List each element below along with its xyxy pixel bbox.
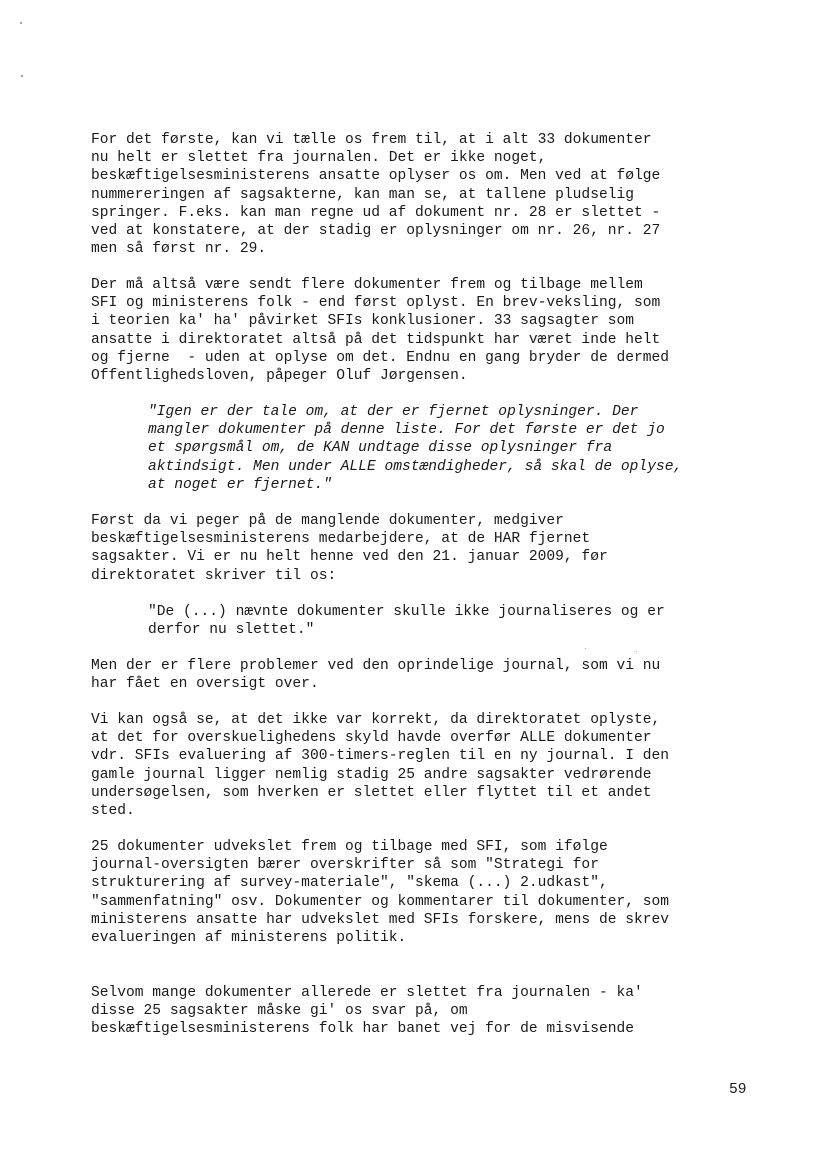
- block-quote-italic: [148, 403, 748, 494]
- text-line: Først da vi peger på de manglende dokumenter, medgiver: [91, 513, 564, 529]
- text-line: evalueringen af ministerens politik.: [91, 930, 407, 947]
- text-line: i teorien ka' ha' påvirket SFIs konklusioner. 33 sagsagter som: [91, 313, 634, 330]
- text-line: Vi kan også se, at det ikke var korrekt, da direktoratet oplyste,: [91, 712, 661, 728]
- text-line: Men der er flere problemer ved den oprindelige journal, som vi nu: [91, 658, 661, 674]
- text-line: Offentlighedsloven, påpeger Oluf Jørgensen.: [91, 368, 468, 385]
- page-number: 59: [729, 1082, 747, 1098]
- scan-speck: [20, 22, 22, 24]
- text-line: For det første, kan vi tælle os frem til, at i alt 33 dokumenter: [91, 132, 652, 148]
- text-line: at det for overskuelighedens skyld havde overfør ALLE dokumenter: [91, 730, 652, 747]
- text-line: "De (...) nævnte dokumenter skulle ikke journaliseres og er: [148, 604, 665, 620]
- text-line: sted.: [91, 803, 135, 820]
- text-line: derfor nu slettet.": [148, 622, 315, 639]
- paragraph-6: [91, 838, 751, 947]
- text-line: mangler dokumenter på denne liste. For det første er det jo: [148, 422, 665, 439]
- text-line: sagsakter. Vi er nu helt henne ved den 21. januar 2009, før: [91, 549, 608, 566]
- text-line: Selvom mange dokumenter allerede er slettet fra journalen - ka': [91, 985, 643, 1001]
- text-line: journal-oversigten bærer overskrifter så som "Strategi for: [91, 857, 599, 874]
- text-line: at noget er fjernet.": [148, 476, 332, 493]
- paragraph-2: [91, 276, 751, 385]
- scan-speck: [585, 648, 586, 649]
- paragraph-1: [91, 131, 751, 258]
- scan-speck: [636, 651, 637, 652]
- text-line: "Igen er der tale om, at der er fjernet oplysninger. Der: [148, 404, 639, 420]
- text-line: et spørgsmål om, de KAN undtage disse oplysninger fra: [148, 440, 613, 457]
- text-line: beskæftigelsesministerens medarbejdere, at de HAR fjernet: [91, 531, 591, 548]
- text-line: nummereringen af sagsakterne, kan man se, at tallene pludselig: [91, 186, 634, 203]
- text-line: nu helt er slettet fra journalen. Det er ikke noget,: [91, 150, 547, 167]
- paragraph-5: [91, 711, 751, 820]
- text-line: "sammenfatning" osv. Dokumenter og kommentarer til dokumenter, som: [91, 893, 670, 910]
- text-line: aktindsigt. Men under ALLE omstændigheder, så skal de oplyse,: [148, 458, 683, 475]
- text-line: beskæftigelsesministerens folk har banet vej for de misvisende: [91, 1021, 634, 1038]
- text-line: disse 25 sagsakter måske gi' os svar på, om: [91, 1003, 468, 1020]
- text-line: ved at konstatere, at der stadig er oplysninger om nr. 26, nr. 27: [91, 223, 661, 240]
- text-line: direktoratet skriver til os:: [91, 567, 337, 584]
- text-line: undersøgelsen, som hverken er slettet eller flyttet til et andet: [91, 784, 652, 801]
- text-line: strukturering af survey-materiale", "skema (...) 2.udkast",: [91, 875, 608, 892]
- scan-speck: [21, 75, 23, 77]
- paragraph-3: [91, 512, 751, 585]
- text-line: ministerens ansatte har udvekslet med SFIs forskere, mens de skrev: [91, 911, 670, 928]
- text-line: og fjerne - uden at oplyse om det. Endnu en gang bryder de dermed: [91, 349, 670, 366]
- text-line: gamle journal ligger nemlig stadig 25 andre sagsakter vedrørende: [91, 766, 652, 783]
- text-line: 25 dokumenter udvekslet frem og tilbage med SFI, som ifølge: [91, 839, 608, 855]
- paragraph-7: [91, 984, 751, 1039]
- text-line: beskæftigelsesministerens ansatte oplyser os om. Men ved at følge: [91, 168, 661, 185]
- text-line: vdr. SFIs evaluering af 300-timers-reglen til en ny journal. I den: [91, 748, 670, 765]
- text-line: men så først nr. 29.: [91, 241, 267, 258]
- paragraph-4: [91, 657, 751, 693]
- block-quote: [148, 603, 748, 639]
- text-line: springer. F.eks. kan man regne ud af dokument nr. 28 er slettet -: [91, 204, 661, 221]
- text-line: SFI og ministerens folk - end først oplyst. En brev-veksling, som: [91, 295, 661, 312]
- text-line: har fået en oversigt over.: [91, 676, 319, 693]
- text-line: ansatte i direktoratet altså på det tidspunkt har været inde helt: [91, 331, 661, 348]
- text-line: Der må altså være sendt flere dokumenter frem og tilbage mellem: [91, 277, 643, 293]
